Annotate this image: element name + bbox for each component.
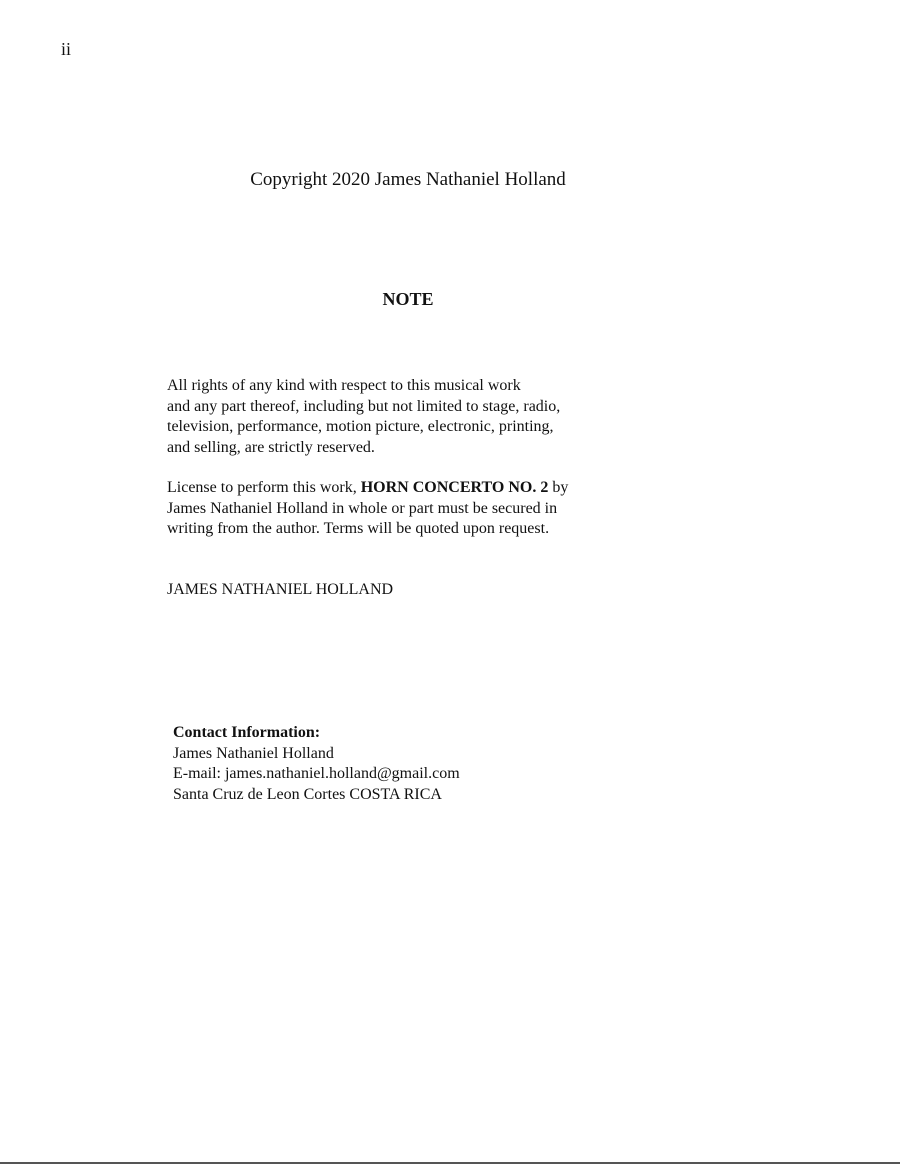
paragraph-gap	[167, 458, 647, 478]
license-suffix: by	[548, 479, 569, 496]
note-heading: NOTE	[382, 289, 434, 309]
contact-address: Santa Cruz de Leon Cortes COSTA RICA	[173, 785, 442, 803]
work-title: HORN CONCERTO NO. 2	[360, 479, 549, 496]
contact-email: E-mail: james.nathaniel.holland@gmail.com	[173, 765, 460, 782]
contact-information	[173, 723, 460, 805]
rights-line: and any part thereof, including but not limited to stage, radio,	[167, 397, 561, 415]
rights-line: television, performance, motion picture, electronic, printing,	[167, 418, 554, 435]
license-line: James Nathaniel Holland in whole or part must be secured in	[167, 499, 558, 517]
page-number: ii	[61, 39, 72, 59]
license-prefix: License to perform this work,	[167, 479, 361, 496]
license-line	[167, 478, 647, 499]
rights-line: All rights of any kind with respect to this musical work	[167, 377, 521, 394]
rights-line: and selling, are strictly reserved.	[167, 438, 375, 456]
rights-notice	[167, 376, 647, 540]
contact-heading: Contact Information:	[173, 724, 321, 741]
copyright-line: Copyright 2020 James Nathaniel Holland	[250, 169, 566, 190]
contact-name: James Nathaniel Holland	[173, 744, 334, 762]
author-signature: JAMES NATHANIEL HOLLAND	[167, 581, 394, 598]
license-line: writing from the author. Terms will be quoted upon request.	[167, 520, 550, 537]
